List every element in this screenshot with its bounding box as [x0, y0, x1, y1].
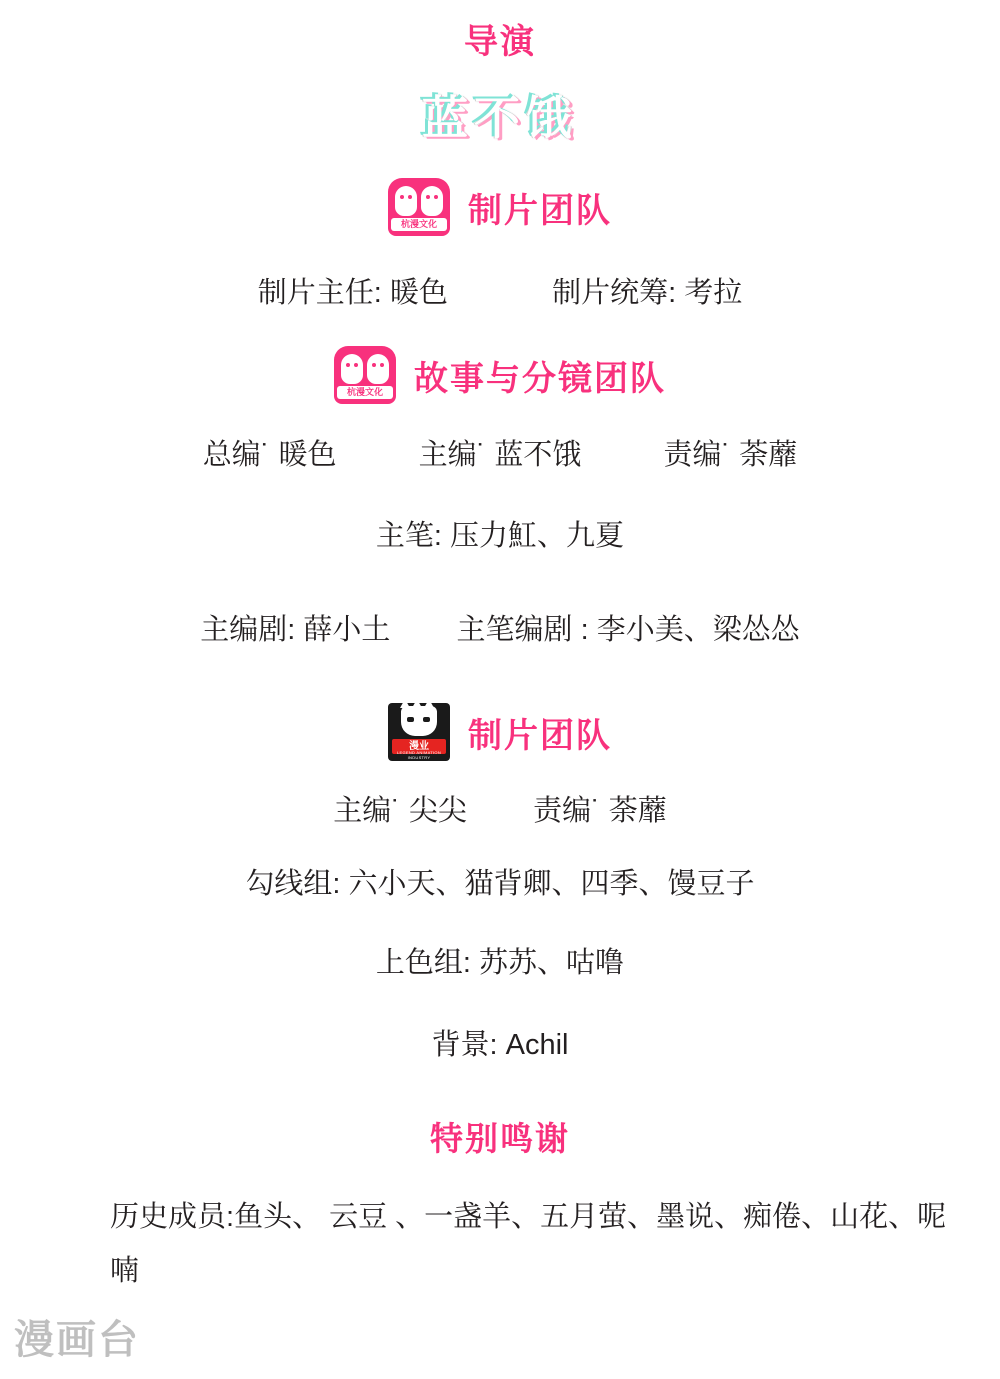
credit-label: 制片统筹:: [552, 277, 677, 309]
credit-label: 制片主任:: [257, 277, 382, 309]
credit-value: 暖色: [278, 439, 337, 471]
watermark: 漫画台: [14, 1318, 140, 1362]
credit-label: 主编˙: [418, 439, 487, 471]
credit-label: 责编˙: [663, 439, 732, 471]
credit-label: 背景:: [431, 1029, 498, 1061]
credit-label: 总编˙: [202, 439, 271, 471]
credit-value: 压力魟、九夏: [450, 520, 625, 552]
credit-row: [0, 270, 1000, 311]
director-name: 蓝不饿: [422, 92, 578, 144]
credit-row: [0, 432, 1000, 473]
section-title: 制片团队: [468, 716, 612, 755]
credit-value: 荼蘼: [608, 795, 667, 827]
credit-label: 主笔:: [375, 520, 442, 552]
credit-row: [0, 861, 1000, 902]
logo-text: 杭漫文化: [400, 219, 437, 229]
credit-row: [0, 513, 1000, 554]
credit-label: 主笔编剧 :: [456, 614, 589, 646]
credit-value: 考拉: [684, 277, 743, 309]
credit-value: 尖尖: [408, 795, 467, 827]
credit-row: [0, 788, 1000, 829]
credit-label: 勾线组:: [245, 868, 341, 900]
credit-value: 薛小土: [303, 614, 391, 646]
credit-value: 李小美、梁怂怂: [596, 614, 800, 646]
history-members-label: 历史成员:: [110, 1201, 235, 1233]
credit-value: 苏苏、咕噜: [479, 947, 625, 979]
credit-row: [0, 940, 1000, 981]
credit-value: 六小天、猫背卿、四季、馒豆子: [348, 868, 755, 900]
credit-row: [0, 607, 1000, 648]
hangman-culture-logo-icon: [334, 346, 396, 404]
credit-value: Achil: [505, 1029, 569, 1061]
section-heading-production-team-2: [0, 703, 1000, 761]
hangman-culture-logo-icon: [388, 178, 450, 236]
history-members-value: 鱼头、 云豆 、一盏羊、五月萤、墨说、痴倦、山花、呢喃: [110, 1201, 947, 1287]
credit-value: 暖色: [389, 277, 448, 309]
special-thanks-title: 特别鸣谢: [430, 1120, 570, 1157]
director-title: 导演: [464, 23, 536, 61]
special-thanks-body: [110, 1190, 950, 1298]
logo-subtext: LEGEND ANIMATION INDUSTRY: [396, 750, 442, 760]
logo-text: 杭漫文化: [346, 387, 383, 397]
credit-label: 主编剧:: [200, 614, 296, 646]
credit-label: 责编˙: [533, 795, 601, 827]
section-heading-story-storyboard-team: [0, 346, 1000, 404]
qiman-animation-logo-icon: [388, 703, 450, 761]
logo-text: 漫业: [409, 741, 429, 752]
credit-value: 蓝不饿: [494, 439, 582, 471]
credit-row: [0, 1022, 1000, 1063]
credit-label: 主编˙: [333, 795, 401, 827]
credit-value: 荼蘼: [739, 439, 798, 471]
section-heading-production-team-1: [0, 178, 1000, 236]
section-title: 故事与分镜团队: [414, 359, 666, 398]
section-title: 制片团队: [468, 191, 612, 230]
credit-label: 上色组:: [375, 947, 471, 979]
